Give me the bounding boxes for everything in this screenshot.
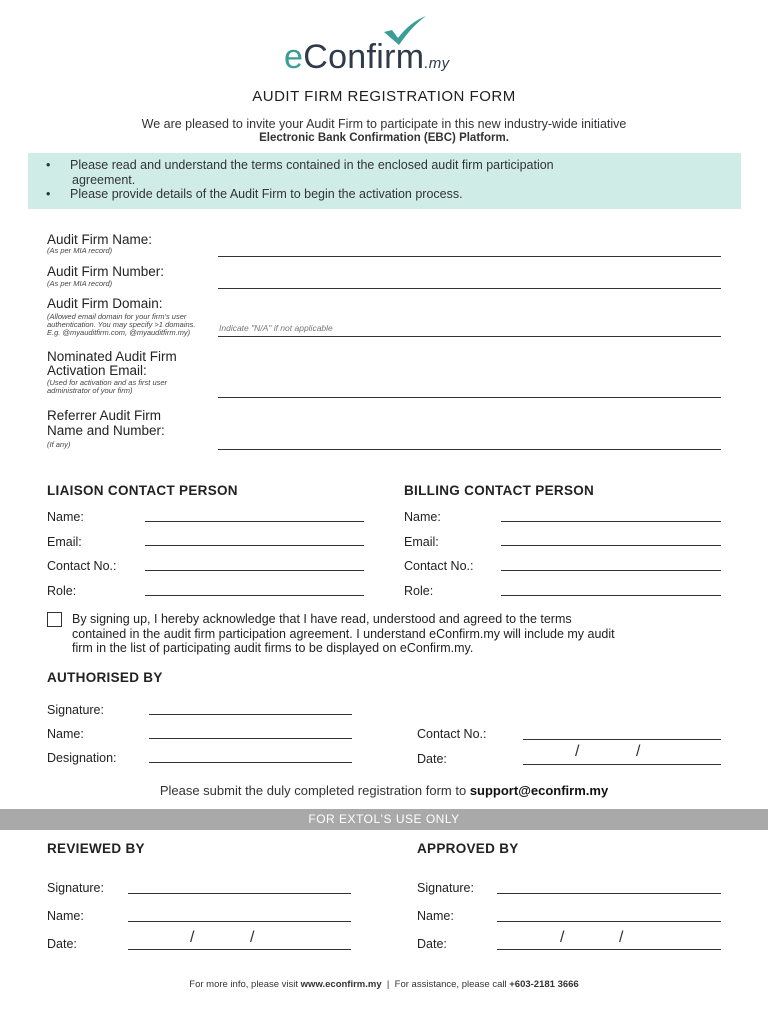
authorised-contact-field[interactable] — [523, 739, 721, 740]
intro-platform: Electronic Bank Confirmation (EBC) Platform. — [259, 132, 509, 144]
audit-firm-name-hint: (As per MIA record) — [47, 246, 113, 255]
billing-role-field[interactable] — [501, 595, 721, 596]
billing-contact-field[interactable] — [501, 570, 721, 571]
liaison-contact-field[interactable] — [145, 570, 364, 571]
liaison-name-field[interactable] — [145, 521, 364, 522]
audit-firm-name-field[interactable] — [218, 256, 721, 257]
website-link[interactable]: www.econfirm.my — [300, 979, 382, 990]
activation-email-hint: (Used for activation and as first user — [47, 378, 168, 387]
reviewed-heading: REVIEWED BY — [47, 841, 145, 856]
support-email-link[interactable]: support@econfirm.my — [469, 783, 609, 798]
activation-email-label: Activation Email: — [47, 363, 147, 378]
reviewed-name-field[interactable] — [128, 921, 351, 922]
audit-firm-domain-label: Audit Firm Domain: — [47, 296, 163, 311]
extol-use-only-banner: FOR EXTOL'S USE ONLY — [0, 809, 768, 830]
audit-firm-domain-hint: authentication. You may specify >1 domains. — [47, 320, 196, 329]
billing-email-field[interactable] — [501, 545, 721, 546]
authorised-signature-label: Signature: — [47, 703, 104, 717]
domain-placeholder-hint: Indicate "N/A" if not applicable — [219, 323, 333, 333]
audit-firm-domain-hint: E.g. @myauditfirm.com, @myauditfirm.my) — [47, 328, 191, 337]
footer: For more info, please visit www.econfirm.my | For assistance, please call +603-2181 3666 — [189, 979, 579, 990]
date-separator: / — [636, 743, 641, 760]
econfirm-logo — [284, 16, 494, 76]
audit-firm-number-hint: (As per MIA record) — [47, 279, 113, 288]
liaison-name-label: Name: — [47, 510, 84, 524]
authorised-designation-field[interactable] — [149, 762, 352, 763]
billing-role-label: Role: — [404, 584, 434, 598]
date-separator: / — [560, 929, 565, 946]
approved-date-field[interactable] — [497, 949, 721, 950]
approved-name-label: Name: — [417, 909, 454, 923]
audit-firm-domain-hint: (Allowed email domain for your firm's user — [47, 312, 187, 321]
liaison-email-label: Email: — [47, 535, 82, 549]
date-separator: / — [575, 743, 580, 760]
referrer-hint: (If any) — [47, 440, 71, 449]
date-separator: / — [619, 929, 624, 946]
phone-number: +603-2181 3666 — [509, 979, 579, 990]
activation-email-field[interactable] — [218, 397, 721, 398]
audit-firm-domain-field[interactable] — [218, 336, 721, 337]
approved-signature-label: Signature: — [417, 881, 474, 895]
reviewed-signature-label: Signature: — [47, 881, 104, 895]
authorised-date-label: Date: — [417, 752, 447, 766]
date-separator: / — [250, 929, 255, 946]
instructions-box: • Please read and understand the terms contained in the enclosed audit firm participation agreement. • Please provide details of the Audit Firm to begin the activation process. — [28, 153, 741, 209]
referrer-label: Name and Number: — [47, 423, 165, 438]
authorised-name-label: Name: — [47, 727, 84, 741]
authorised-heading: AUTHORISED BY — [47, 670, 163, 685]
liaison-heading: LIAISON CONTACT PERSON — [47, 483, 238, 498]
audit-firm-number-field[interactable] — [218, 288, 721, 289]
activation-email-label: Nominated Audit Firm — [47, 349, 177, 364]
approved-date-label: Date: — [417, 937, 447, 951]
audit-firm-name-label: Audit Firm Name: — [47, 232, 153, 247]
reviewed-date-label: Date: — [47, 937, 77, 951]
intro-text: We are pleased to invite your Audit Firm to participate in this new industry-wide initiative — [141, 117, 627, 131]
reviewed-signature-field[interactable] — [128, 893, 351, 894]
liaison-email-field[interactable] — [145, 545, 364, 546]
liaison-contact-label: Contact No.: — [47, 559, 117, 573]
submit-instruction: Please submit the duly completed registration form to support@econfirm.my — [159, 783, 609, 798]
reviewed-name-label: Name: — [47, 909, 84, 923]
approved-name-field[interactable] — [497, 921, 721, 922]
billing-email-label: Email: — [404, 535, 439, 549]
logo-wordmark: eConfirm.my — [284, 38, 450, 76]
liaison-role-field[interactable] — [145, 595, 364, 596]
form-title: AUDIT FIRM REGISTRATION FORM — [252, 88, 516, 105]
billing-name-field[interactable] — [501, 521, 721, 522]
billing-contact-label: Contact No.: — [404, 559, 474, 573]
referrer-label: Referrer Audit Firm — [47, 408, 162, 423]
agreement-checkbox[interactable] — [47, 612, 62, 627]
audit-firm-number-label: Audit Firm Number: — [47, 264, 165, 279]
referrer-field[interactable] — [218, 449, 721, 450]
liaison-role-label: Role: — [47, 584, 77, 598]
billing-name-label: Name: — [404, 510, 441, 524]
date-separator: / — [190, 929, 195, 946]
authorised-name-field[interactable] — [149, 738, 352, 739]
billing-heading: BILLING CONTACT PERSON — [404, 483, 595, 498]
authorised-designation-label: Designation: — [47, 751, 117, 765]
authorised-date-field[interactable] — [523, 764, 721, 765]
activation-email-hint: administrator of your firm) — [47, 386, 133, 395]
approved-heading: APPROVED BY — [417, 841, 519, 856]
agreement-text: By signing up, I hereby acknowledge that I have read, understood and agreed to the terms contained in the audit firm participation agreement. I understand eConfirm.my will include my audit firm in the list of participating audit firms to be displayed on eConfirm.my. — [72, 612, 615, 655]
authorised-signature-field[interactable] — [149, 714, 352, 715]
reviewed-date-field[interactable] — [128, 949, 351, 950]
approved-signature-field[interactable] — [497, 893, 721, 894]
authorised-contact-label: Contact No.: — [417, 727, 487, 741]
